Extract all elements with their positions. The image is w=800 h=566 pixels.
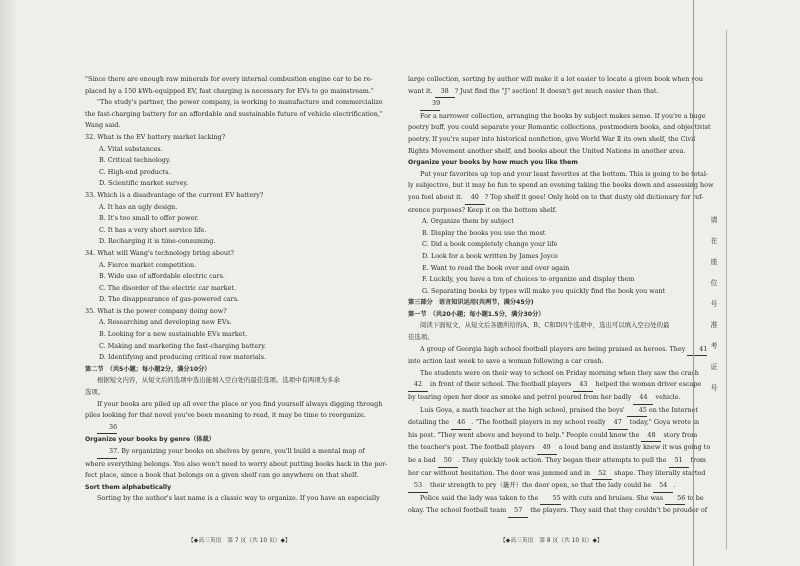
answer-blank: 57 — [508, 505, 528, 518]
text-fragment: shape. They literally started — [614, 468, 706, 477]
text-fragment: you feel about it. — [408, 192, 463, 201]
answer-option: E. Want to read the book over and over again — [422, 263, 570, 272]
answer-blank: 39 — [420, 98, 440, 111]
answer-option: B. Wide use of affordable electric cars. — [99, 272, 225, 281]
question-stem: 33. Which is a disadvantage of the current EV battery? — [85, 190, 264, 199]
text-fragment: helped the woman driver escape — [595, 380, 702, 389]
text-fragment: his post. "They went above and beyond to help." People could know the — [408, 430, 640, 439]
answer-option: B. Display the books you use the most — [422, 228, 546, 237]
answer-blank: 56 — [665, 493, 685, 506]
question-stem: 32. What is the EV battery market lacking? — [85, 132, 226, 141]
text-fragment: detailing the — [408, 418, 450, 427]
text-line: the fast-charging battery for an affordable and sustainable future of vehicle electrification," — [85, 109, 383, 118]
text-fragment: . They quickly took action. They began their attempts to pull the — [457, 456, 667, 464]
text-line: . By organizing your books on shelves by genre, you'll build a mental map of — [117, 447, 365, 455]
binding-char: 号 — [710, 384, 718, 392]
question-stem: 35. What is the power company doing now? — [85, 306, 227, 315]
page-footer-left: 【◆高三英语 第 7 页（共 10 页）◆】 — [188, 538, 291, 544]
text-line: piles looking for that novel you've been meaning to read, it may be time to reorganize. — [85, 411, 366, 420]
answer-option: B. It's too small to offer power. — [99, 214, 199, 223]
answer-option: A. Researching and developing new EVs. — [99, 318, 232, 327]
answer-option: C. The disorder of the electric car market. — [99, 283, 237, 292]
text-line: poetry. If you're super into historical nonfiction, give World War Ⅱ its own shelf, the Civil — [408, 134, 696, 143]
answer-option: C. It has a very short service life. — [99, 225, 207, 234]
scan-edge-shadow — [0, 0, 18, 566]
answer-blank: 49 — [537, 442, 557, 455]
text-line: poetry buff, you could separate your Romantic collections, postmodern books, and objectivist — [408, 123, 711, 132]
answer-blank: 38 — [435, 86, 455, 99]
text-fragment: be a bad — [408, 456, 436, 464]
answer-option: A. It has an ugly design. — [99, 202, 178, 211]
answer-option: G. Separating books by types will make you quickly find the book you want — [422, 286, 666, 295]
answer-option: D. Look for a book written by James Joyce — [422, 251, 558, 260]
text-line: ly subjective, but it may be fun to spend an evening taking the books down and assessing how — [408, 181, 714, 190]
text-line: into action last week to save a woman following a car crash. — [408, 357, 604, 366]
binding-char: 请 — [710, 216, 718, 224]
answer-blank: 48 — [641, 430, 661, 443]
text-line: Put your favorites up top and your least favorites at the bottom. This is going to be total- — [420, 169, 709, 178]
text-line: "Since there are enough raw minerals for every internal combustion engine car to be re- — [85, 75, 373, 83]
answer-blank: 37 — [97, 446, 117, 459]
text-fragment: ? Just find the "J" section! It doesn't get much easier than that. — [454, 86, 659, 95]
answer-option: F. Luckily, you have a ton of choices to organize and display them — [422, 275, 635, 284]
text-fragment: in front of their school. The football players — [430, 380, 572, 389]
text-line: fect place, since a book that belongs on a given shelf can go anywhere on that shelf. — [85, 471, 359, 480]
answer-option: D. The disappearance of gas-powered cars. — [99, 295, 240, 304]
binding-char: 座 — [710, 258, 718, 266]
part-title: 第三部分 语言知识运用(共两节，满分45分) — [408, 299, 534, 307]
binding-margin-text — [708, 210, 720, 399]
answer-blank: 52 — [592, 468, 612, 481]
answer-option: D. Recharging it is time-consuming. — [99, 237, 216, 246]
answer-blank: 36 — [97, 422, 117, 435]
text-fragment: from — [690, 456, 706, 464]
text-fragment: their strength to pry（撬开）the door open, so that the lady could be — [430, 481, 652, 490]
text-line: large collection, sorting by author will make it a lot easier to locate a given book when you — [408, 75, 703, 83]
text-fragment: to be — [687, 493, 704, 502]
subheading: Organize your books by how much you like them — [408, 159, 578, 167]
binding-line-inner — [726, 30, 727, 550]
answer-option: A. Fierce market competition. — [99, 260, 197, 269]
answer-option: C. High-end products. — [99, 167, 171, 176]
answer-option: D. Identifying and producing critical raw materials. — [99, 353, 267, 362]
text-fragment: A group of Georgia high school football players are being praised as heroes. They — [420, 344, 686, 353]
text-line: Wang said. — [85, 121, 121, 130]
answer-blank: 55 — [540, 493, 560, 506]
text-line: where everything belongs. You also won't need to worry about putting books back in the per- — [85, 459, 388, 468]
text-fragment: today," Goya wrote in — [629, 418, 700, 427]
answer-blank: 45 — [627, 405, 647, 418]
binding-char: 号 — [710, 300, 718, 308]
text-fragment: ? Top shelf it goes! Only hold on to that dusty old dictionary for ref- — [484, 192, 704, 201]
answer-option: A. Organize them by subject — [422, 217, 514, 226]
text-fragment: her car without hesitation. The door was jammed and in — [408, 468, 591, 477]
answer-blank: 54 — [653, 480, 673, 493]
answer-blank: 46 — [451, 417, 471, 430]
text-fragment: Luis Goya, a math teacher at the high school, praised the boys' — [420, 405, 625, 414]
text-fragment: want it. — [408, 86, 433, 95]
text-line: The students were on their way to school on Friday morning when they saw the crash — [420, 368, 699, 377]
section-title: 第一节 （共20小题；每小题1.5分，满分30分） — [408, 310, 545, 318]
answer-option: A. Vital substances. — [99, 144, 163, 153]
answer-blank: 50 — [438, 455, 458, 468]
answer-blank: 47 — [608, 417, 628, 430]
answer-blank: 41 — [687, 344, 707, 357]
text-fragment: with cuts and bruises. She was — [562, 493, 664, 502]
question-stem: 34. What will Wang's technology bring about? — [85, 248, 234, 257]
text-fragment: story from — [663, 430, 698, 439]
answer-blank: 40 — [465, 192, 485, 205]
page-footer-right: 【◆高三英语 第 8 页（共 10 页）◆】 — [500, 538, 603, 544]
text-fragment: okay. The school football team — [408, 506, 507, 515]
text-fragment: on the Internet — [648, 405, 698, 414]
binding-char: 在 — [710, 237, 718, 245]
binding-char: 准 — [710, 321, 718, 329]
answer-blank: 43 — [573, 379, 593, 392]
binding-line — [693, 0, 694, 566]
text-line: "The study's partner, the power company, is working to manufacture and commercialize — [97, 98, 383, 107]
text-fragment: a loud bang and instantly knew it was going to — [558, 443, 711, 452]
binding-char: 考 — [710, 342, 718, 350]
text-fragment: vehicle. — [655, 393, 681, 402]
right-column: large collection, sorting by author will make it a lot easier to locate a given book when you want it. 38 ? Just find the "J" section! It doesn't get much easier than that. 39 For a narrower collection, arranging the books by subject makes sense. If you're a huge poetry buff, you could separate your Romantic collections, postmodern books, and objectivist poetry. If you're super into historical nonfiction, give World War Ⅱ its own shelf, the Civil Rights Movement another shelf, and books about the United Nations in another area. Organize your books by how much you like them Put your favorites up top and your least favorites at the bottom. This is going to be total- ly subjective, but it may be fun to spend an evening taking the books down and assessing how you feel about it. 40 ? Top shelf it goes! Only hold on to that dusty old dictionary for ref- erence purposes? Keep it on the bottom shelf. A. Organize them by subject B. Display the books you use the most C. Did a book completely change your life D. Look for a book written by James Joyce E. Want to read the book over and over again F. Luckily, you have a ton of choices to organize and display them G. Separating books by types will make you quickly find the book you want 第三部分 语言知识运用(共两节，满分45分) 第一节 （共20小题；每小题1.5分，满分30分） 阅读下面短文，从短文后各题所给的A、B、C和D四个选项中，选出可以填入空白处的最 佳选项。 A group of Georgia high school football players are being praised as heroes. They 41 into action last week to save a woman following a car crash. The students were on their way to school on Friday morning when they saw the crash 42 in front of their school. The football players 43 helped the woman driver escape by tearing open her door as smoke and petrol poured from her badly 44 vehicle. Luis Goya, a math teacher at the high school, praised the boys' 45 on the Internet detailing the 46 . "The football players in my school really 47 today," Goya wrote in his post. "They went above and beyond to help." People could know the 48 story from the teacher's post. The football players 49 a loud bang and instantly knew it was going to be a bad 50 . They quickly took action. They began their attempts to pull the 51 from her car without hesitation. The door was jammed and in 52 shape. They literally started 53 their strength to pry（撬开）the door open, so that the lady could be 54 . Police said the lady was taken to the 55 with cuts and bruises. She was 56 to be okay. The school football team 57 the players. They said that they couldn't be prouder of — [408, 74, 733, 518]
text-line: erence purposes? Keep it on the bottom shelf. — [408, 205, 557, 214]
answer-option: C. Making and marketing the fast-charging battery. — [99, 341, 266, 350]
binding-char: 证 — [710, 363, 718, 371]
text-line: placed by a 150 kWh-equipped EV, fast charging is necessary for EVs to go mainstream." — [85, 86, 374, 95]
answer-option: B. Looking for a new sustainable EVs market. — [99, 330, 248, 339]
answer-option: D. Scientific market survey. — [99, 179, 189, 188]
section-instructions: 根据短文内容，从短文后的选项中选出能填入空白处的最佳选项。选项中有两项为多余 — [97, 376, 340, 385]
text-fragment: by tearing open her door as smoke and petrol poured from her badly — [408, 393, 632, 402]
section-instructions: 阅读下面短文，从短文后各题所给的A、B、C和D四个选项中，选出可以填入空白处的最 — [420, 321, 670, 330]
text-fragment: . "The football players in my school really — [471, 418, 606, 427]
binding-char: 位 — [710, 279, 718, 287]
answer-blank: 51 — [669, 455, 689, 468]
subheading: Sort them alphabetically — [85, 483, 172, 491]
section-instructions: 佳选项。 — [408, 333, 434, 342]
answer-blank: 53 — [408, 480, 428, 493]
text-fragment: Police said the lady was taken to the — [420, 493, 539, 502]
text-line: For a narrower collection, arranging the books by subject makes sense. If you're a huge — [420, 111, 706, 120]
text-fragment: the teacher's post. The football players — [408, 443, 535, 452]
subheading: Organize your books by genre（体裁） — [85, 436, 215, 444]
section-instructions: 选项。 — [85, 388, 105, 397]
answer-blank: 42 — [408, 379, 428, 392]
text-line: Rights Movement another shelf, and books about the United Nations in another area. — [408, 146, 686, 155]
answer-option: B. Critical technology. — [99, 156, 171, 165]
text-line: If your books are piled up all over the place or you find yourself always digging through — [97, 399, 383, 408]
text-line: Sorting by the author's last name is a classic way to organize. If you have an especially — [97, 494, 380, 503]
answer-blank: 44 — [633, 392, 653, 405]
answer-option: C. Did a book completely change your life — [422, 240, 558, 249]
section-title: 第二节 （共5小题；每小题2分，满分10分） — [85, 365, 211, 373]
text-fragment: the players. They said that they couldn't be prouder of — [530, 506, 708, 515]
left-column — [85, 74, 410, 505]
